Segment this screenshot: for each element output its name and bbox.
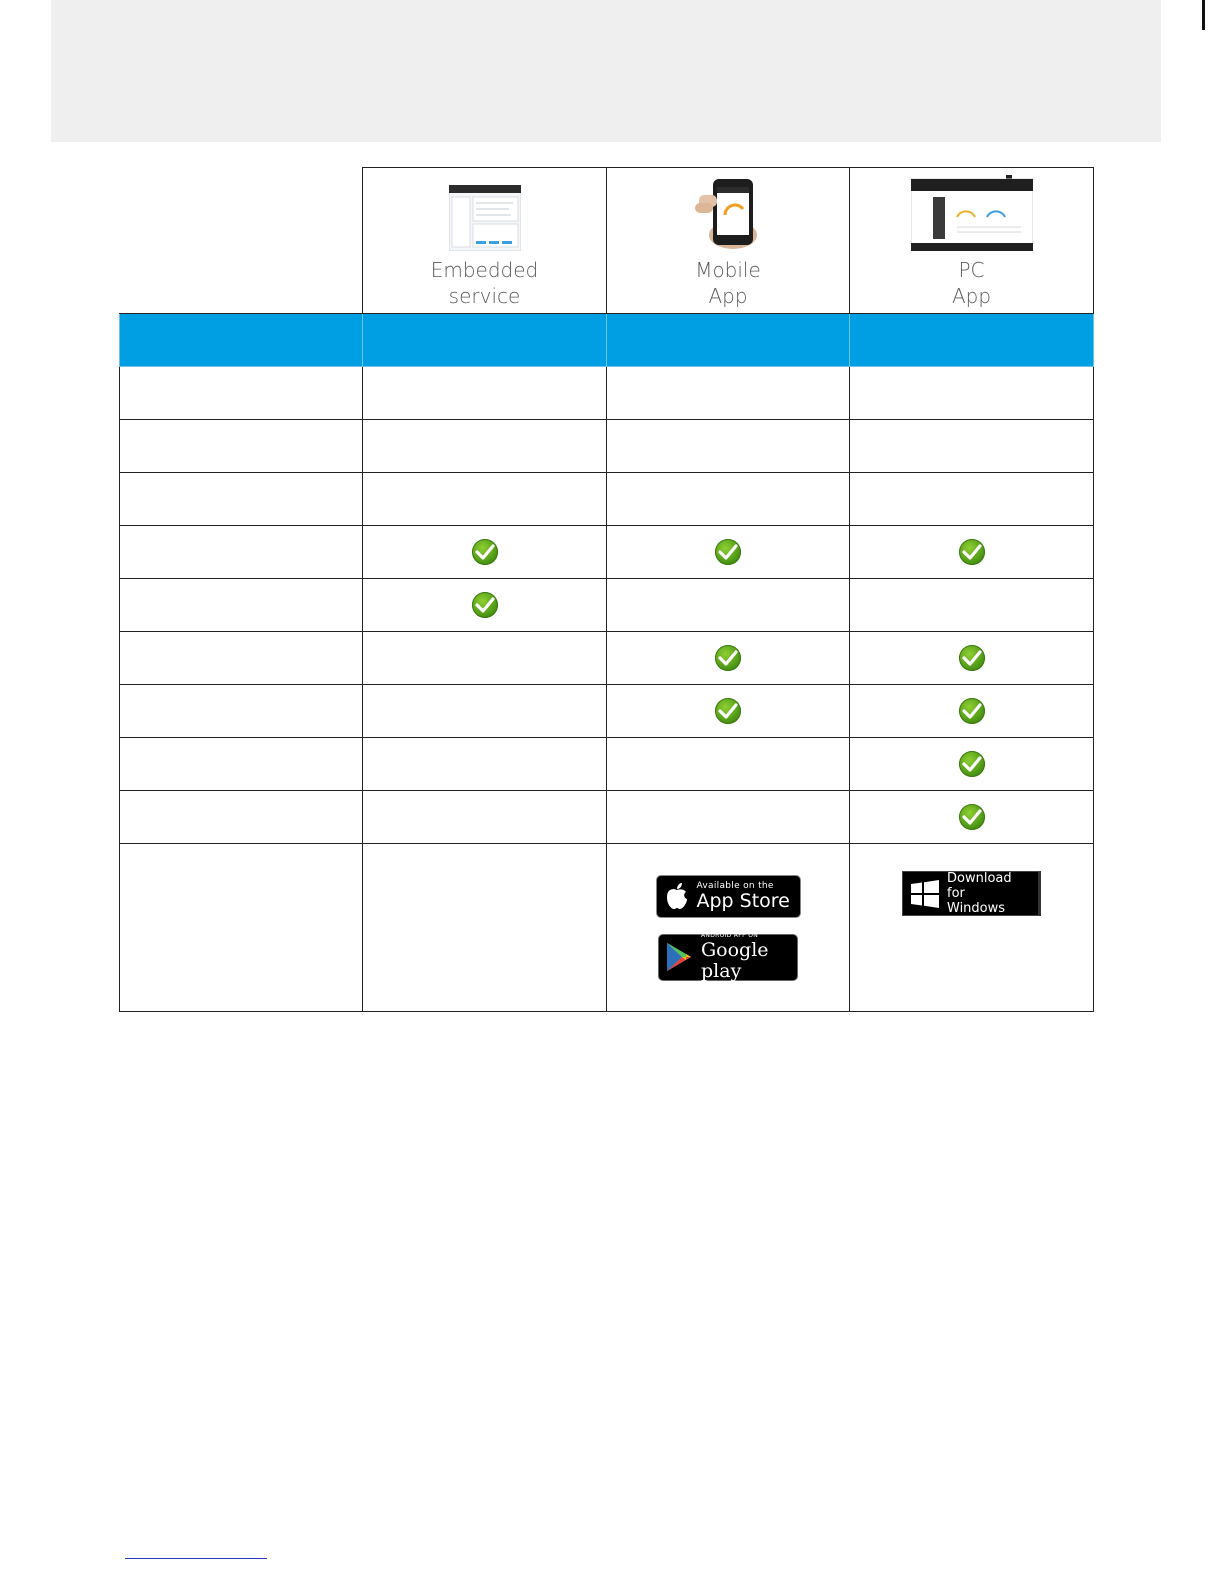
table-row xyxy=(120,738,1094,791)
feature-support-cell xyxy=(607,632,850,685)
feature-support-cell xyxy=(850,367,1094,420)
header-pc-app xyxy=(850,168,1094,314)
feature-label-cell xyxy=(120,685,363,738)
download-mobile-cell xyxy=(607,844,850,1012)
feature-label-cell xyxy=(120,526,363,579)
app-store-badge[interactable] xyxy=(656,875,801,918)
feature-support-cell xyxy=(363,685,607,738)
table-row xyxy=(120,685,1094,738)
pc-app-thumbnail xyxy=(911,175,1033,251)
feature-support-cell xyxy=(363,473,607,526)
feature-support-cell xyxy=(607,420,850,473)
app-store-big-text: App Store xyxy=(696,889,790,912)
table-row xyxy=(120,791,1094,844)
column-title-line2: App xyxy=(708,284,748,308)
band-cell xyxy=(850,314,1094,367)
feature-support-cell xyxy=(607,791,850,844)
column-title-line1: PC xyxy=(958,258,985,282)
table-row xyxy=(120,579,1094,632)
feature-label-cell xyxy=(120,738,363,791)
apple-icon xyxy=(665,882,689,910)
page-header-band xyxy=(51,0,1161,142)
checkmark-icon xyxy=(959,751,985,777)
table-row xyxy=(120,632,1094,685)
feature-support-cell xyxy=(850,791,1094,844)
feature-label-cell xyxy=(120,632,363,685)
checkmark-icon xyxy=(715,698,741,724)
footer-link-underline xyxy=(125,1558,267,1559)
column-title-line1: Embedded xyxy=(430,258,539,282)
google-play-small-text: ANDROID APP ON xyxy=(701,932,759,939)
feature-support-cell xyxy=(363,632,607,685)
band-cell xyxy=(607,314,850,367)
feature-support-cell xyxy=(363,579,607,632)
feature-support-cell xyxy=(363,420,607,473)
header-embedded-service xyxy=(363,168,607,314)
section-band-row xyxy=(120,314,1094,367)
table-row xyxy=(120,367,1094,420)
checkmark-icon xyxy=(715,645,741,671)
google-play-icon xyxy=(665,941,693,973)
feature-support-cell xyxy=(363,367,607,420)
checkmark-icon xyxy=(959,539,985,565)
download-row xyxy=(120,844,1094,1012)
google-play-badge[interactable] xyxy=(658,934,798,981)
checkmark-icon xyxy=(472,539,498,565)
feature-label-cell xyxy=(120,367,363,420)
feature-support-cell xyxy=(363,791,607,844)
mobile-app-thumbnail xyxy=(693,175,763,251)
feature-label-cell xyxy=(120,791,363,844)
checkmark-icon xyxy=(715,539,741,565)
download-embedded-cell xyxy=(363,844,607,1012)
checkmark-icon xyxy=(959,645,985,671)
app-store-small-text: Available on the xyxy=(696,880,774,891)
comparison-table xyxy=(119,167,1094,1012)
feature-support-cell xyxy=(607,738,850,791)
embedded-service-thumbnail xyxy=(449,185,521,251)
column-title-line1: Mobile xyxy=(695,258,761,282)
header-corner-cell xyxy=(120,168,363,314)
checkmark-icon xyxy=(472,592,498,618)
feature-support-cell xyxy=(607,685,850,738)
band-cell xyxy=(120,314,363,367)
feature-support-cell xyxy=(607,367,850,420)
band-cell xyxy=(363,314,607,367)
feature-rows xyxy=(120,367,1094,844)
checkmark-icon xyxy=(959,804,985,830)
feature-support-cell xyxy=(850,526,1094,579)
feature-support-cell xyxy=(850,685,1094,738)
windows-badge-line2: Windows xyxy=(947,901,1006,916)
table-row xyxy=(120,526,1094,579)
feature-support-cell xyxy=(363,526,607,579)
feature-label-cell xyxy=(120,579,363,632)
feature-support-cell xyxy=(607,473,850,526)
page-edge-mark xyxy=(1202,0,1205,30)
windows-icon xyxy=(911,880,939,908)
feature-support-cell xyxy=(850,738,1094,791)
feature-label-cell xyxy=(120,420,363,473)
feature-support-cell xyxy=(607,526,850,579)
download-pc-cell xyxy=(850,844,1094,1012)
windows-download-badge[interactable] xyxy=(902,871,1041,916)
feature-label-cell xyxy=(120,473,363,526)
feature-support-cell xyxy=(850,632,1094,685)
table-row xyxy=(120,473,1094,526)
table-row xyxy=(120,420,1094,473)
feature-support-cell xyxy=(363,738,607,791)
header-mobile-app xyxy=(607,168,850,314)
checkmark-icon xyxy=(959,698,985,724)
feature-support-cell xyxy=(850,420,1094,473)
download-label-cell xyxy=(120,844,363,1012)
column-title-line2: service xyxy=(448,284,521,308)
google-play-big-text: Google play xyxy=(701,939,769,982)
windows-badge-line1: Download for xyxy=(947,871,1012,901)
column-title-line2: App xyxy=(951,284,992,308)
table-header-row xyxy=(120,168,1094,314)
feature-support-cell xyxy=(850,579,1094,632)
feature-support-cell xyxy=(607,579,850,632)
feature-support-cell xyxy=(850,473,1094,526)
